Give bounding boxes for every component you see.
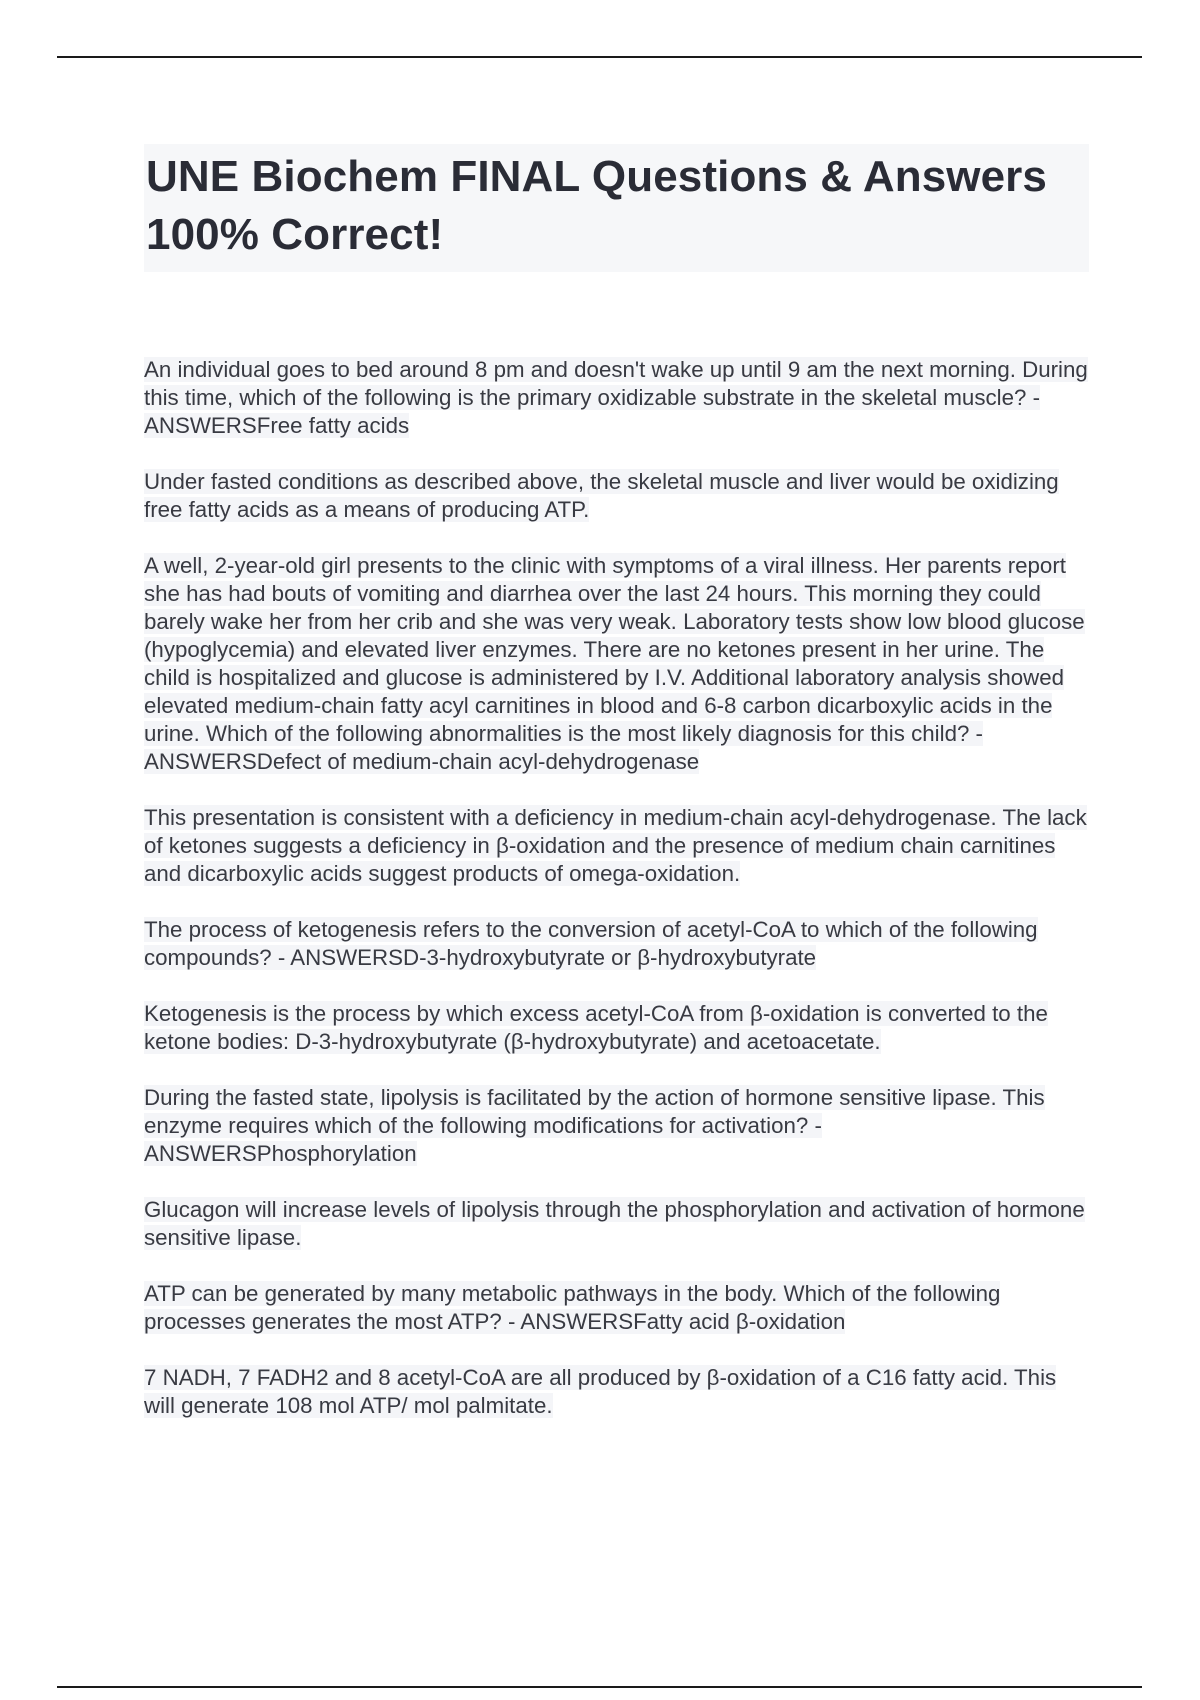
document-title: UNE Biochem FINAL Questions & Answers 100% Correct! bbox=[146, 152, 1047, 259]
paragraph-text: During the fasted state, lipolysis is facilitated by the action of hormone sensitive lipase. This enzyme requires which of the following modifications for activation? - ANSWERSPhosphorylation bbox=[144, 1085, 1045, 1166]
paragraph-text: Under fasted conditions as described above, the skeletal muscle and liver would be oxidizing free fatty acids as a means of producing ATP. bbox=[144, 469, 1059, 522]
paragraph-text: An individual goes to bed around 8 pm and doesn't wake up until 9 am the next morning. During this time, which of the following is the primary oxidizable substrate in the skeletal muscle? - ANSWERSFree fatty acids bbox=[144, 357, 1088, 438]
paragraph-10 bbox=[144, 1364, 1089, 1420]
paragraph-1 bbox=[144, 356, 1089, 440]
paragraph-2 bbox=[144, 468, 1089, 524]
paragraph-text: ATP can be generated by many metabolic pathways in the body. Which of the following processes generates the most ATP? - ANSWERSFatty acid β-oxidation bbox=[144, 1281, 1001, 1334]
paragraph-4 bbox=[144, 804, 1089, 888]
bottom-rule bbox=[57, 1686, 1142, 1688]
paragraph-9 bbox=[144, 1280, 1089, 1336]
document-body bbox=[144, 144, 1089, 1448]
paragraph-text: Glucagon will increase levels of lipolysis through the phosphorylation and activation of hormone sensitive lipase. bbox=[144, 1197, 1085, 1250]
paragraph-text: 7 NADH, 7 FADH2 and 8 acetyl-CoA are all produced by β-oxidation of a C16 fatty acid. This will generate 108 mol ATP/ mol palmitate. bbox=[144, 1365, 1057, 1418]
paragraph-8 bbox=[144, 1196, 1089, 1252]
paragraph-3 bbox=[144, 552, 1089, 776]
paragraph-text: Ketogenesis is the process by which excess acetyl-CoA from β-oxidation is converted to the ketone bodies: D-3-hydroxybutyrate (β-hydroxybutyrate) and acetoacetate. bbox=[144, 1001, 1048, 1054]
paragraph-text: A well, 2-year-old girl presents to the clinic with symptoms of a viral illness. Her parents report she has had bouts of vomiting and diarrhea over the last 24 hours. This morning they could barely wake her from her crib and she was very weak. Laboratory tests show low blood glucose (hypoglycemia) and elevated liver enzymes. There are no ketones present in her urine. The child is hospitalized and glucose is administered by I.V. Additional laboratory analysis showed elevated medium-chain fatty acyl carnitines in blood and 6-8 carbon dicarboxylic acids in the urine. Which of the following abnormalities is the most likely diagnosis for this child? - ANSWERSDefect of medium-chain acyl-dehydrogenase bbox=[144, 553, 1085, 774]
paragraph-7 bbox=[144, 1084, 1089, 1168]
paragraph-5 bbox=[144, 916, 1089, 972]
top-rule bbox=[57, 56, 1142, 58]
paragraph-6 bbox=[144, 1000, 1089, 1056]
paragraph-text: This presentation is consistent with a deficiency in medium-chain acyl-dehydrogenase. The lack of ketones suggests a deficiency in β-oxidation and the presence of medium chain carnitines and dicarboxylic acids suggest products of omega-oxidation. bbox=[144, 805, 1087, 886]
title-block bbox=[144, 144, 1089, 272]
paragraph-text: The process of ketogenesis refers to the conversion of acetyl-CoA to which of the following compounds? - ANSWERSD-3-hydroxybutyrate or β-hydroxybutyrate bbox=[144, 917, 1038, 970]
